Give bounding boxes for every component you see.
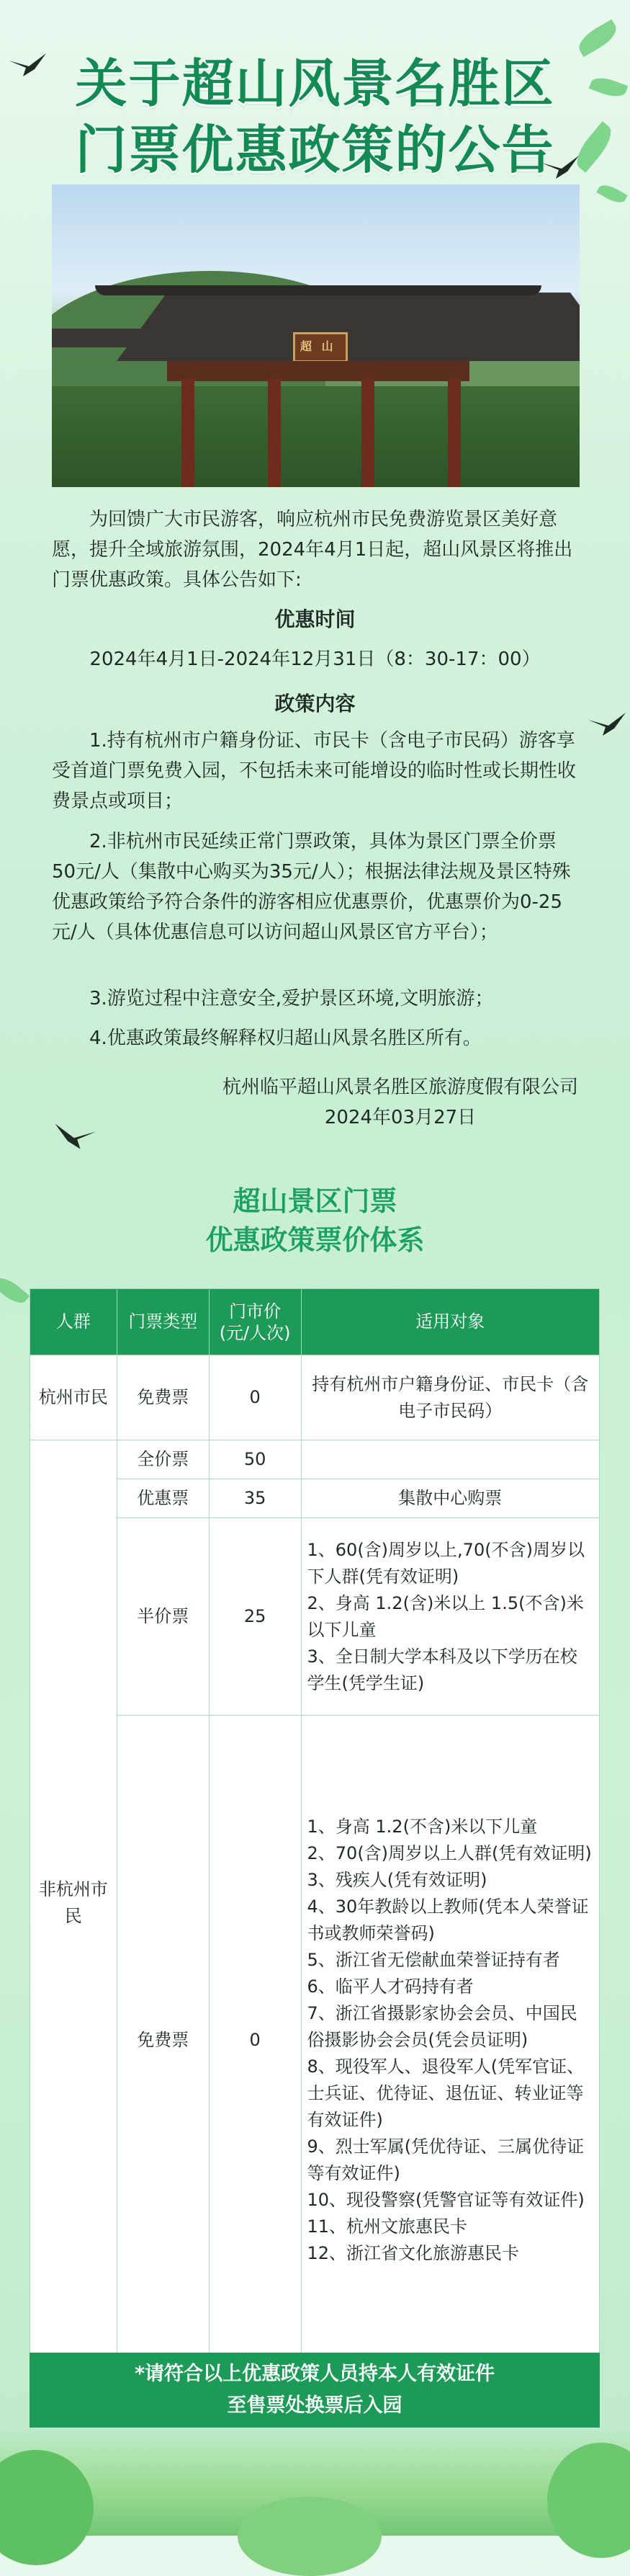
leaf-decoration [0, 1273, 30, 1309]
header-audience: 人群 [30, 1289, 117, 1355]
signature-org: 杭州临平超山风景名胜区旅游度假有限公司 [222, 1077, 578, 1098]
notice-title [0, 50, 630, 183]
price-table [30, 1288, 600, 2366]
table-row [30, 1355, 600, 1440]
ticket-type: 免费票 [117, 1716, 209, 2366]
table-row [30, 1440, 600, 1479]
ticket-price: 0 [209, 1355, 301, 1440]
footer-line-2: 至售票处换票后入园 [227, 2394, 402, 2417]
ticket-type: 免费票 [117, 1355, 209, 1440]
intro-paragraph: 为回馈广大市民游客，响应杭州市民免费游览景区美好意愿，提升全域旅游氛围，2024年4月1日起，超山风景区将推出门票优惠政策。具体公告如下: [52, 509, 573, 591]
policy-item: 1.持有杭州市户籍身份证、市民卡（含电子市民码）游客享受首道门票免费入园，不包括未来可能增设的临时性或长期性收费景点或项目； [52, 730, 577, 812]
bush-decoration [238, 2497, 382, 2576]
header-eligible: 适用对象 [301, 1289, 599, 1355]
leaf-decoration [596, 181, 628, 207]
eligible-target: 1、60(含)周岁以上,70(不含)周岁以下人群(凭有效证明) 2、身高 1.2(含)米以上 1.5(不含)米以下儿童 3、全日制大学本科及以下学历在校学生(凭学生证) [301, 1518, 599, 1716]
eligible-target: 持有杭州市户籍身份证、市民卡（含电子市民码） [301, 1355, 599, 1440]
time-heading: 优惠时间 [274, 607, 356, 631]
table-title-line-2: 优惠政策票价体系 [205, 1224, 425, 1256]
ticket-type: 半价票 [117, 1518, 209, 1716]
ticket-price: 35 [209, 1479, 301, 1518]
header-price: 门市价 (元/人次) [209, 1289, 301, 1355]
ticket-price: 50 [209, 1440, 301, 1479]
group-hangzhou: 杭州市民 [30, 1355, 117, 1440]
ticket-type: 优惠票 [117, 1479, 209, 1518]
eligible-target [301, 1440, 599, 1479]
signature-date: 2024年03月27日 [324, 1107, 477, 1128]
signature [222, 1072, 578, 1133]
header-ticket-type: 门票类型 [117, 1289, 209, 1355]
eligible-target: 集散中心购票 [301, 1479, 599, 1518]
scenic-gate-photo [52, 184, 580, 487]
gate-plaque-text: 超 山 [300, 339, 336, 353]
ticket-type: 全价票 [117, 1440, 209, 1479]
footer-line-1: *请符合以上优惠政策人员持本人有效证件 [134, 2363, 495, 2385]
group-non-hangzhou: 非杭州市民 [30, 1440, 117, 2366]
ticket-price: 0 [209, 1716, 301, 2366]
swallow-icon [53, 1120, 98, 1152]
policy-item: 3.游览过程中注意安全,爱护景区环境,文明旅游； [89, 988, 494, 1010]
title-line-1: 关于超山风景名胜区 [75, 53, 555, 114]
ticket-price: 25 [209, 1518, 301, 1716]
policy-item: 4.优惠政策最终解释权归超山风景名胜区所有。 [89, 1028, 482, 1049]
policy-item: 2.非杭州市民延续正常门票政策，具体为景区门票全价票50元/人（集散中心购买为35元/人）；根据法律法规及景区特殊优惠政策给予符合条件的游客相应优惠票价，优惠票价为0-25元/人（具体优惠信息可以访问超山风景区官方平台）； [52, 831, 571, 943]
time-value: 2024年4月1日-2024年12月31日（8：30-17：00） [89, 649, 541, 670]
policy-heading: 政策内容 [274, 692, 356, 716]
title-line-2: 门票优惠政策的公告 [75, 120, 555, 180]
table-title-line-1: 超山景区门票 [233, 1185, 397, 1217]
table-footer-note [30, 2353, 600, 2428]
eligible-target: 1、身高 1.2(不含)米以下儿童 2、70(含)周岁以上人群(凭有效证明) 3、残疾人(凭有效证明) 4、30年教龄以上教师(凭本人荣誉证书或教师荣誉码) 5、浙江省无偿献血荣誉证持有者 6、临平人才码持有者 7、浙江省摄影家协会会员、中国民俗摄影协会会员(凭会员证明) 8、现役军人、退役军人(凭军官证、士兵证、优待证、退伍证、转业证等有效证件) 9、烈士军属(凭优待证、三属优待证等有效证件) 10、现役警察(凭警官证等有效证件) 11、杭州文旅惠民卡 12、浙江省文化旅游惠民卡 [301, 1716, 599, 2366]
